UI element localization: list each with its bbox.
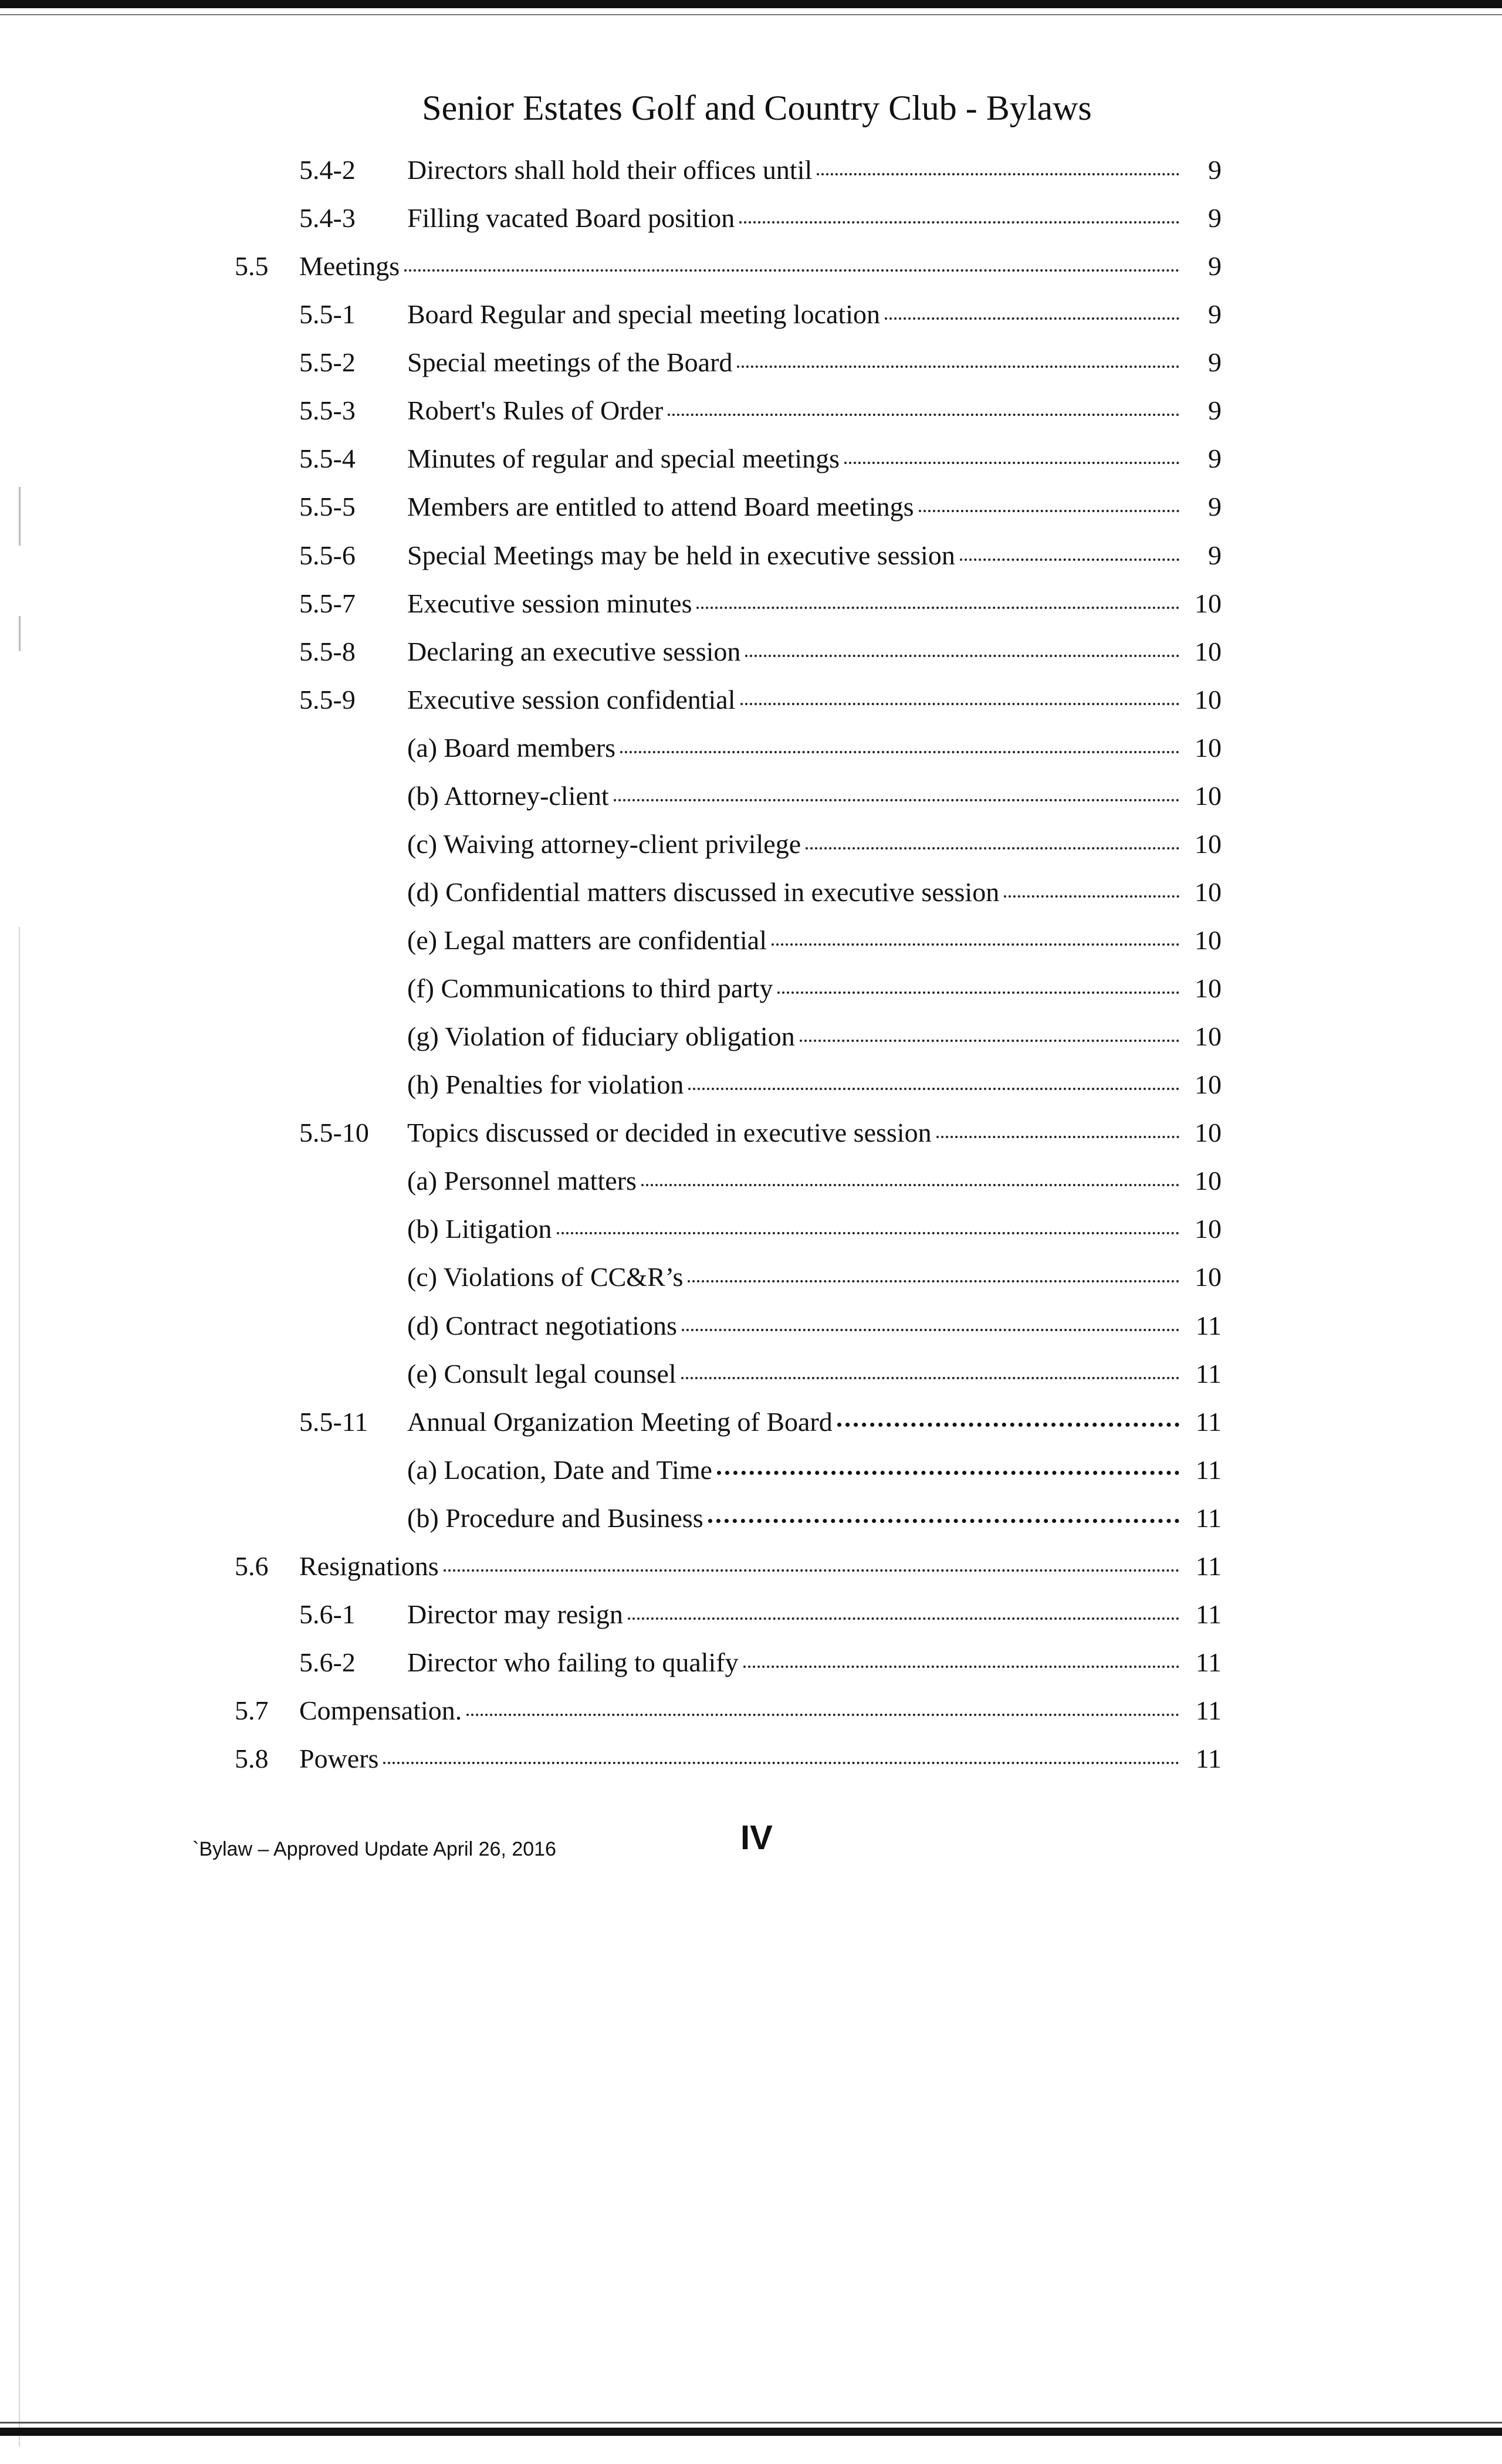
bottom-border-rule [0,2428,1502,2436]
toc-entry-page: 9 [1208,251,1222,282]
dot-leader [800,1040,1179,1042]
toc-entry-page: 10 [1195,925,1222,955]
toc-entry-title: (b) Litigation [407,1214,552,1244]
toc-entry-page: 10 [1195,1069,1222,1100]
toc-entry-page: 10 [1195,876,1222,907]
toc-entry-line [299,1694,1222,1727]
toc-entry-page: 9 [1208,203,1222,233]
toc-entry-page: 11 [1195,1744,1222,1774]
toc-entry-number: 5.4-2 [299,155,356,185]
toc-entry [0,780,1502,828]
toc-entry-page: 10 [1195,828,1222,859]
toc-entry-page: 10 [1195,1118,1222,1148]
toc-entry-number: 5.5-8 [299,636,356,666]
dot-leader [960,559,1179,561]
toc-entry [0,828,1502,876]
dot-leader [740,703,1179,705]
toc-entry-line [407,1165,1222,1197]
toc-entry-title: (d) Confidential matters discussed in executive session [407,876,1000,907]
toc-entry-line [407,1646,1222,1679]
toc-entry-number: 5.5-4 [299,444,356,474]
toc-entry-title: Powers [299,1744,379,1774]
table-of-contents [0,154,1502,1791]
toc-entry-title: Resignations [299,1551,439,1581]
toc-entry-line [407,1502,1222,1535]
toc-entry [0,490,1502,539]
toc-entry-line [299,1550,1222,1583]
toc-entry-number: 5.6-2 [299,1647,356,1677]
dot-leader [614,799,1179,801]
toc-entry-number: 5.5-11 [299,1406,368,1437]
toc-entry [0,346,1502,394]
toc-entry-page: 11 [1195,1454,1222,1485]
toc-entry-line [299,250,1222,283]
toc-entry-number: 5.5-6 [299,540,356,570]
toc-entry-title: (c) Waiving attorney-client privilege [407,828,801,859]
toc-entry-page: 11 [1195,1310,1222,1341]
toc-entry [0,298,1502,346]
toc-entry [0,1358,1502,1406]
toc-entry-title: (e) Consult legal counsel [407,1358,676,1389]
toc-entry-page: 10 [1195,1166,1222,1196]
toc-entry-line [407,1116,1222,1149]
toc-entry [0,635,1502,683]
toc-entry-line [407,1358,1222,1390]
toc-entry-title: Topics discussed or decided in executive session [407,1118,932,1148]
toc-entry-page: 11 [1195,1358,1222,1389]
dot-leader [844,462,1179,464]
toc-entry-line [407,298,1222,331]
toc-entry-page: 11 [1195,1502,1222,1533]
toc-entry-number: 5.5-3 [299,395,356,426]
toc-entry-page: 9 [1208,155,1222,185]
toc-entry-title: Directors shall hold their offices until [407,155,813,185]
toc-entry [0,1213,1502,1261]
toc-entry-page: 9 [1208,444,1222,474]
dot-leader [739,221,1179,224]
toc-entry [0,1502,1502,1550]
toc-entry-title: Executive session minutes [407,588,692,618]
toc-entry-page: 11 [1195,1647,1222,1677]
toc-entry-number: 5.5-7 [299,588,356,618]
toc-entry [0,202,1502,250]
dot-leader [688,1088,1179,1090]
dot-leader [688,1280,1179,1282]
toc-entry-number: 5.7 [235,1695,269,1725]
toc-entry-page: 11 [1195,1695,1222,1725]
toc-entry-page: 10 [1195,1262,1222,1292]
toc-entry-line [407,1020,1222,1053]
toc-entry-title: Special Meetings may be held in executive session [407,540,955,570]
toc-entry-number: 5.5-9 [299,684,356,715]
dot-leader [772,943,1179,946]
dot-leader [696,607,1179,609]
toc-entry [0,1116,1502,1165]
toc-entry [0,587,1502,635]
toc-entry-page: 9 [1208,299,1222,330]
toc-entry-page: 10 [1195,1214,1222,1244]
dot-leader [1004,895,1179,898]
toc-entry-title: Annual Organization Meeting of Board [407,1406,833,1437]
toc-entry [0,1454,1502,1502]
toc-entry-title: (f) Communications to third party [407,973,773,1004]
dot-leader [743,1666,1179,1668]
toc-entry-title: Board Regular and special meeting location [407,299,881,330]
toc-entry-page: 11 [1195,1406,1222,1437]
toc-entry-title: (a) Board members [407,732,616,763]
toc-entry-page: 9 [1208,492,1222,522]
toc-entry-line [407,394,1222,427]
toc-entry-line [407,1309,1222,1342]
toc-entry [0,250,1502,298]
dot-leader [681,1377,1179,1379]
toc-entry [0,924,1502,972]
dot-leader [806,847,1179,849]
toc-entry-line [407,1213,1222,1245]
toc-entry-title: Special meetings of the Board [407,347,733,378]
toc-entry [0,972,1502,1020]
toc-entry-line [407,924,1222,957]
toc-entry [0,442,1502,490]
toc-entry-page: 10 [1195,684,1222,715]
toc-entry-title: (d) Contract negotiations [407,1310,677,1341]
dot-leader [777,991,1179,994]
toc-entry-number: 5.5-1 [299,299,356,330]
toc-entry-title: Filling vacated Board position [407,203,735,233]
toc-entry-title: Director who failing to qualify [407,1647,739,1677]
toc-entry-number: 5.8 [235,1744,269,1774]
toc-entry-title: (b) Attorney-client [407,780,609,811]
dot-leader [817,173,1179,175]
toc-entry-title: Director may resign [407,1599,623,1629]
toc-entry-line [407,490,1222,523]
toc-entry-title: (a) Personnel matters [407,1166,637,1196]
footer-approval-note: `Bylaw – Approved Update April 26, 2016 [192,1838,556,1860]
toc-entry [0,1068,1502,1116]
dot-leader [936,1136,1179,1138]
toc-entry [0,1406,1502,1454]
toc-entry [0,394,1502,442]
dot-leader [620,751,1179,753]
toc-entry-title: Minutes of regular and special meetings [407,444,840,474]
toc-entry-line [407,828,1222,861]
toc-entry-number: 5.5-2 [299,347,356,378]
toc-entry [0,539,1502,587]
toc-entry-number: 5.5-10 [299,1118,369,1148]
toc-entry-line [407,154,1222,187]
dot-leader [383,1762,1179,1764]
dot-leader [641,1184,1179,1186]
toc-entry-page: 9 [1208,347,1222,378]
toc-entry-line [407,1598,1222,1631]
toc-entry [0,1020,1502,1068]
toc-entry-line [407,780,1222,813]
top-border-rule [0,0,1502,8]
toc-entry-page: 11 [1195,1551,1222,1581]
toc-entry-line [407,635,1222,668]
toc-entry-title: Compensation. [299,1695,462,1725]
toc-entry-title: (b) Procedure and Business [407,1502,703,1533]
toc-entry [0,1550,1502,1598]
bottom-border-rule-thin [0,2422,1502,2424]
toc-entry [0,683,1502,732]
dot-leader [717,1471,1179,1475]
toc-entry-line [407,1261,1222,1294]
toc-entry [0,1742,1502,1791]
top-border-rule-thin [0,14,1502,15]
toc-entry-page: 10 [1195,1021,1222,1052]
dot-leader [708,1519,1179,1523]
toc-entry-page: 10 [1195,636,1222,666]
toc-entry-number: 5.5 [235,251,269,282]
toc-entry-page: 10 [1195,732,1222,763]
toc-entry-number: 5.6-1 [299,1599,356,1629]
toc-entry-page: 11 [1195,1599,1222,1629]
toc-entry-line [407,1454,1222,1487]
toc-entry-page: 10 [1195,973,1222,1004]
dot-leader [668,414,1179,416]
dot-leader [737,365,1179,368]
toc-entry-line [407,442,1222,475]
toc-entry-title: (e) Legal matters are confidential [407,925,767,955]
footer-page-number: IV [740,1819,773,1857]
toc-entry-title: Members are entitled to attend Board meetings [407,492,914,522]
toc-entry-title: (h) Penalties for violation [407,1069,684,1100]
toc-entry [0,876,1502,924]
dot-leader [837,1423,1179,1427]
dot-leader [628,1617,1179,1620]
toc-entry-number: 5.6 [235,1551,269,1581]
toc-entry-title: (c) Violations of CC&R’s [407,1262,684,1292]
toc-entry-line [407,539,1222,572]
toc-entry-page: 9 [1208,540,1222,570]
toc-entry-line [407,876,1222,909]
toc-entry-line [407,202,1222,235]
toc-entry [0,732,1502,780]
toc-entry-title: Meetings [299,251,400,282]
toc-entry [0,1261,1502,1309]
toc-entry [0,1309,1502,1358]
toc-entry [0,1598,1502,1646]
dot-leader [444,1569,1179,1572]
dot-leader [682,1329,1179,1331]
toc-entry-title: Declaring an executive session [407,636,741,666]
toc-entry [0,1694,1502,1742]
toc-entry-number: 5.4-3 [299,203,356,233]
toc-entry-title: Robert's Rules of Order [407,395,664,426]
dot-leader [466,1714,1179,1716]
toc-entry-title: Executive session confidential [407,684,736,715]
toc-entry-line [407,587,1222,620]
toc-entry-line [407,972,1222,1005]
toc-entry-line [407,346,1222,379]
toc-entry-line [299,1742,1222,1775]
dot-leader [404,269,1179,272]
toc-entry-number: 5.5-5 [299,492,356,522]
toc-entry-title: (g) Violation of fiduciary obligation [407,1021,795,1052]
toc-entry-page: 9 [1208,395,1222,426]
toc-entry-title: (a) Location, Date and Time [407,1454,712,1485]
toc-entry-page: 10 [1195,588,1222,618]
toc-entry-line [407,683,1222,716]
toc-entry-page: 10 [1195,780,1222,811]
dot-leader [919,510,1179,512]
dot-leader [557,1232,1179,1234]
page-title: Senior Estates Golf and Country Club - Bylaws [422,89,1092,127]
toc-entry [0,1646,1502,1694]
toc-entry-line [407,1068,1222,1101]
toc-entry [0,1165,1502,1213]
toc-entry-line [407,732,1222,764]
toc-entry [0,154,1502,202]
dot-leader [745,655,1179,657]
toc-entry-line [407,1406,1222,1439]
dot-leader [885,317,1179,320]
